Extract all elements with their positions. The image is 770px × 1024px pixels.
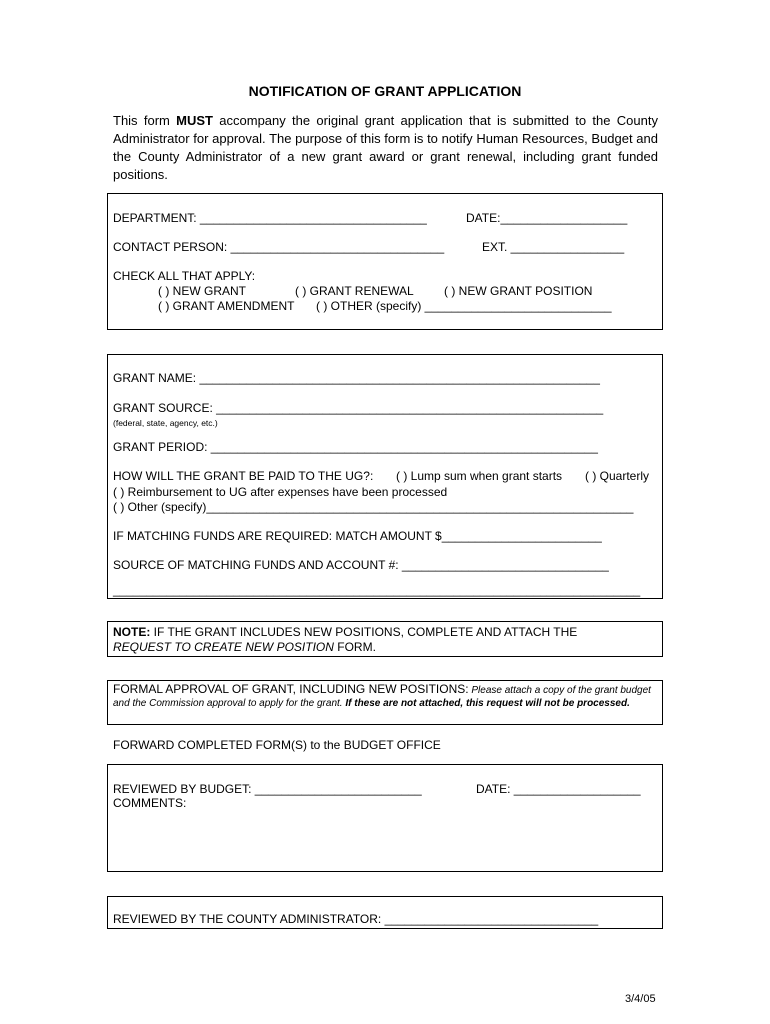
note-label: NOTE:	[113, 625, 151, 639]
note-line-1	[113, 625, 577, 640]
footer-date: 3/4/05	[625, 993, 656, 1005]
contact-person-field[interactable]: CONTACT PERSON: ________________________________	[113, 240, 445, 254]
ext-field[interactable]: EXT. _________________	[482, 240, 625, 254]
reviewed-by-budget-field[interactable]: REVIEWED BY BUDGET: _________________________	[113, 782, 422, 796]
grant-name-field[interactable]: GRANT NAME: ____________________________________________________________	[113, 371, 600, 385]
new-grant-checkbox[interactable]: ( ) NEW GRANT	[158, 284, 246, 298]
forward-instruction: FORWARD COMPLETED FORM(S) to the BUDGET OFFICE	[113, 738, 441, 752]
other-specify-field[interactable]: ( ) OTHER (specify) ____________________________	[316, 299, 612, 313]
reviewed-by-administrator-field[interactable]: REVIEWED BY THE COUNTY ADMINISTRATOR: ________________________________	[113, 912, 599, 926]
grant-amendment-checkbox[interactable]: ( ) GRANT AMENDMENT	[158, 299, 295, 313]
approval-warning: If these are not attached, this request will not be processed.	[342, 698, 630, 709]
intro-lead: This form	[113, 113, 177, 128]
check-all-label: CHECK ALL THAT APPLY:	[113, 269, 256, 283]
note-form-name: REQUEST TO CREATE NEW POSITION	[113, 640, 334, 654]
matching-source-line[interactable]: _______________________________________________________________________________	[113, 583, 641, 597]
approval-heading: FORMAL APPROVAL OF GRANT, INCLUDING NEW POSITIONS:	[113, 682, 469, 696]
intro-paragraph	[113, 112, 658, 184]
quarterly-checkbox[interactable]: ( ) Quarterly	[585, 469, 650, 483]
approval-text	[113, 683, 657, 710]
note-line-2	[113, 640, 376, 655]
matching-source-field[interactable]: SOURCE OF MATCHING FUNDS AND ACCOUNT #: _______________________________	[113, 558, 609, 572]
comments-label: COMMENTS:	[113, 796, 187, 810]
department-field[interactable]: DEPARTMENT: __________________________________	[113, 211, 427, 225]
approval-instruction: Please attach a copy of the grant budget and the Commission approval to apply for the grant.	[113, 685, 651, 709]
match-amount-field[interactable]: IF MATCHING FUNDS ARE REQUIRED: MATCH AMOUNT $________________________	[113, 529, 602, 543]
grant-period-field[interactable]: GRANT PERIOD: __________________________________________________________	[113, 440, 598, 454]
date-field[interactable]: DATE:___________________	[466, 211, 628, 225]
budget-review-date-field[interactable]: DATE: ___________________	[476, 782, 641, 796]
intro-must: MUST	[176, 113, 213, 128]
lump-sum-checkbox[interactable]: ( ) Lump sum when grant starts	[396, 469, 563, 483]
note-text-end: FORM.	[333, 640, 376, 654]
budget-review-box	[107, 764, 663, 872]
intro-rest: accompany the original grant application that is submitted to the County Administrator for approval. The purpose of this form is to notify Human Resources, Budget and the County Administrator of a new grant award or grant renewal, including grant funded positions.	[113, 113, 658, 182]
reimbursement-checkbox[interactable]: ( ) Reimbursement to UG after expenses have been processed	[113, 485, 448, 499]
grant-source-hint: (federal, state, agency, etc.)	[113, 418, 218, 428]
grant-source-field[interactable]: GRANT SOURCE: __________________________________________________________	[113, 401, 604, 415]
new-grant-position-checkbox[interactable]: ( ) NEW GRANT POSITION	[444, 284, 593, 298]
note-text: IF THE GRANT INCLUDES NEW POSITIONS, COMPLETE AND ATTACH THE	[150, 625, 578, 639]
payment-question: HOW WILL THE GRANT BE PAID TO THE UG?:	[113, 469, 374, 483]
grant-renewal-checkbox[interactable]: ( ) GRANT RENEWAL	[295, 284, 414, 298]
form-title: NOTIFICATION OF GRANT APPLICATION	[248, 83, 522, 99]
payment-other-field[interactable]: ( ) Other (specify)________________________________________________________________	[113, 500, 634, 514]
